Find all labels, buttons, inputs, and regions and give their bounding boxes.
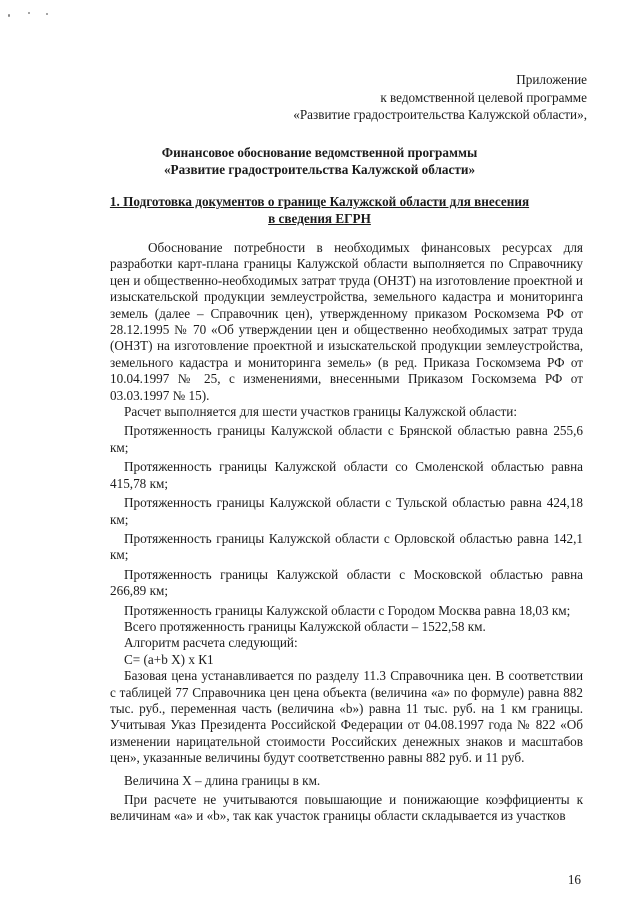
paragraph: Протяженность границы Калужской области с Московской областью равна 266,89 км; (110, 566, 583, 599)
title-line: «Развитие градостроительства Калужской области» (163, 162, 476, 177)
section-heading-line: 1. Подготовка документов о границе Калужской области для внесения (109, 194, 530, 209)
appendix-line: «Развитие градостроительства Калужской области», (293, 107, 587, 122)
paragraph: Базовая цена устанавливается по разделу 11.3 Справочника цен. В соответствии с таблицей 77 Справочника цен цена объекта (величина «а» по формуле) равна 882 тыс. руб., переменная часть (величина «b») равна 11 тыс. руб. на 1 км границы. Учитывая Указ Президента Российской Федерации от 04.08.1997 года № 822 «Об изменении нарицательной стоимости Российских денежных знаков и масштабов цен», указанные величины будут соответственно равны 882 руб. и 11 руб. (110, 668, 583, 766)
section-heading-line: в сведения ЕГРН (268, 210, 371, 226)
paragraph: Алгоритм расчета следующий: (124, 635, 298, 651)
appendix-header (293, 71, 587, 124)
page-number: 16 (567, 872, 581, 887)
paragraph: Расчет выполняется для шести участков границы Калужской области: (124, 404, 518, 420)
appendix-line: к ведомственной целевой программе (380, 89, 587, 105)
paragraph: Протяженность границы Калужской области с Городом Москва равна 18,03 км; (124, 602, 571, 618)
paragraph: Протяженность границы Калужской области с Орловской областью равна 142,1 км; (110, 530, 583, 563)
paragraph: Всего протяженность границы Калужской области – 1522,58 км. (124, 618, 486, 634)
document-title (0, 144, 639, 178)
body-text (110, 240, 583, 825)
paragraph: При расчете не учитываются повышающие и понижающие коэффициенты к величинам «а» и «b», так как участок границы области складывается из участков (110, 792, 583, 824)
appendix-line: Приложение (516, 72, 587, 87)
scan-speck (46, 13, 48, 15)
section-heading (60, 194, 579, 227)
scan-speck (28, 12, 30, 14)
paragraph: Протяженность границы Калужской области с Брянской областью равна 255,6 км; (110, 423, 583, 455)
paragraph: Величина Х – длина границы в км. (124, 772, 321, 788)
paragraph: Протяженность границы Калужской области со Смоленской областью равна 415,78 км; (110, 459, 583, 491)
paragraph: Протяженность границы Калужской области с Тульской областью равна 424,18 км; (110, 495, 583, 527)
paragraph: Обоснование потребности в необходимых финансовых ресурсах для разработки карт-плана границы Калужской области выполняется по Справочнику цен и общественно-необходимых затрат труда (ОНЗТ) на изготовление проектной и изыскательской продукции землеустройства, земельного кадастра и мониторинга земель (далее – Справочник цен), утвержденному приказом Роскомзема РФ от 28.12.1995 № 70 «Об утверждении цен и общественно необходимых затрат труда (ОНЗТ) на изготовление проектной и изыскательской продукции землеустройства, земельного кадастра и мониторинга земель» (в ред. Приказа Госкомзема РФ от 10.04.1997 № 25, с изменениями, внесенными Приказом Госкомзема РФ от 03.03.1997 № 15). (110, 240, 583, 403)
title-line: Финансовое обоснование ведомственной программы (161, 145, 478, 160)
scan-speck (8, 14, 10, 17)
formula: С= (а+b Х) х К1 (124, 651, 214, 667)
